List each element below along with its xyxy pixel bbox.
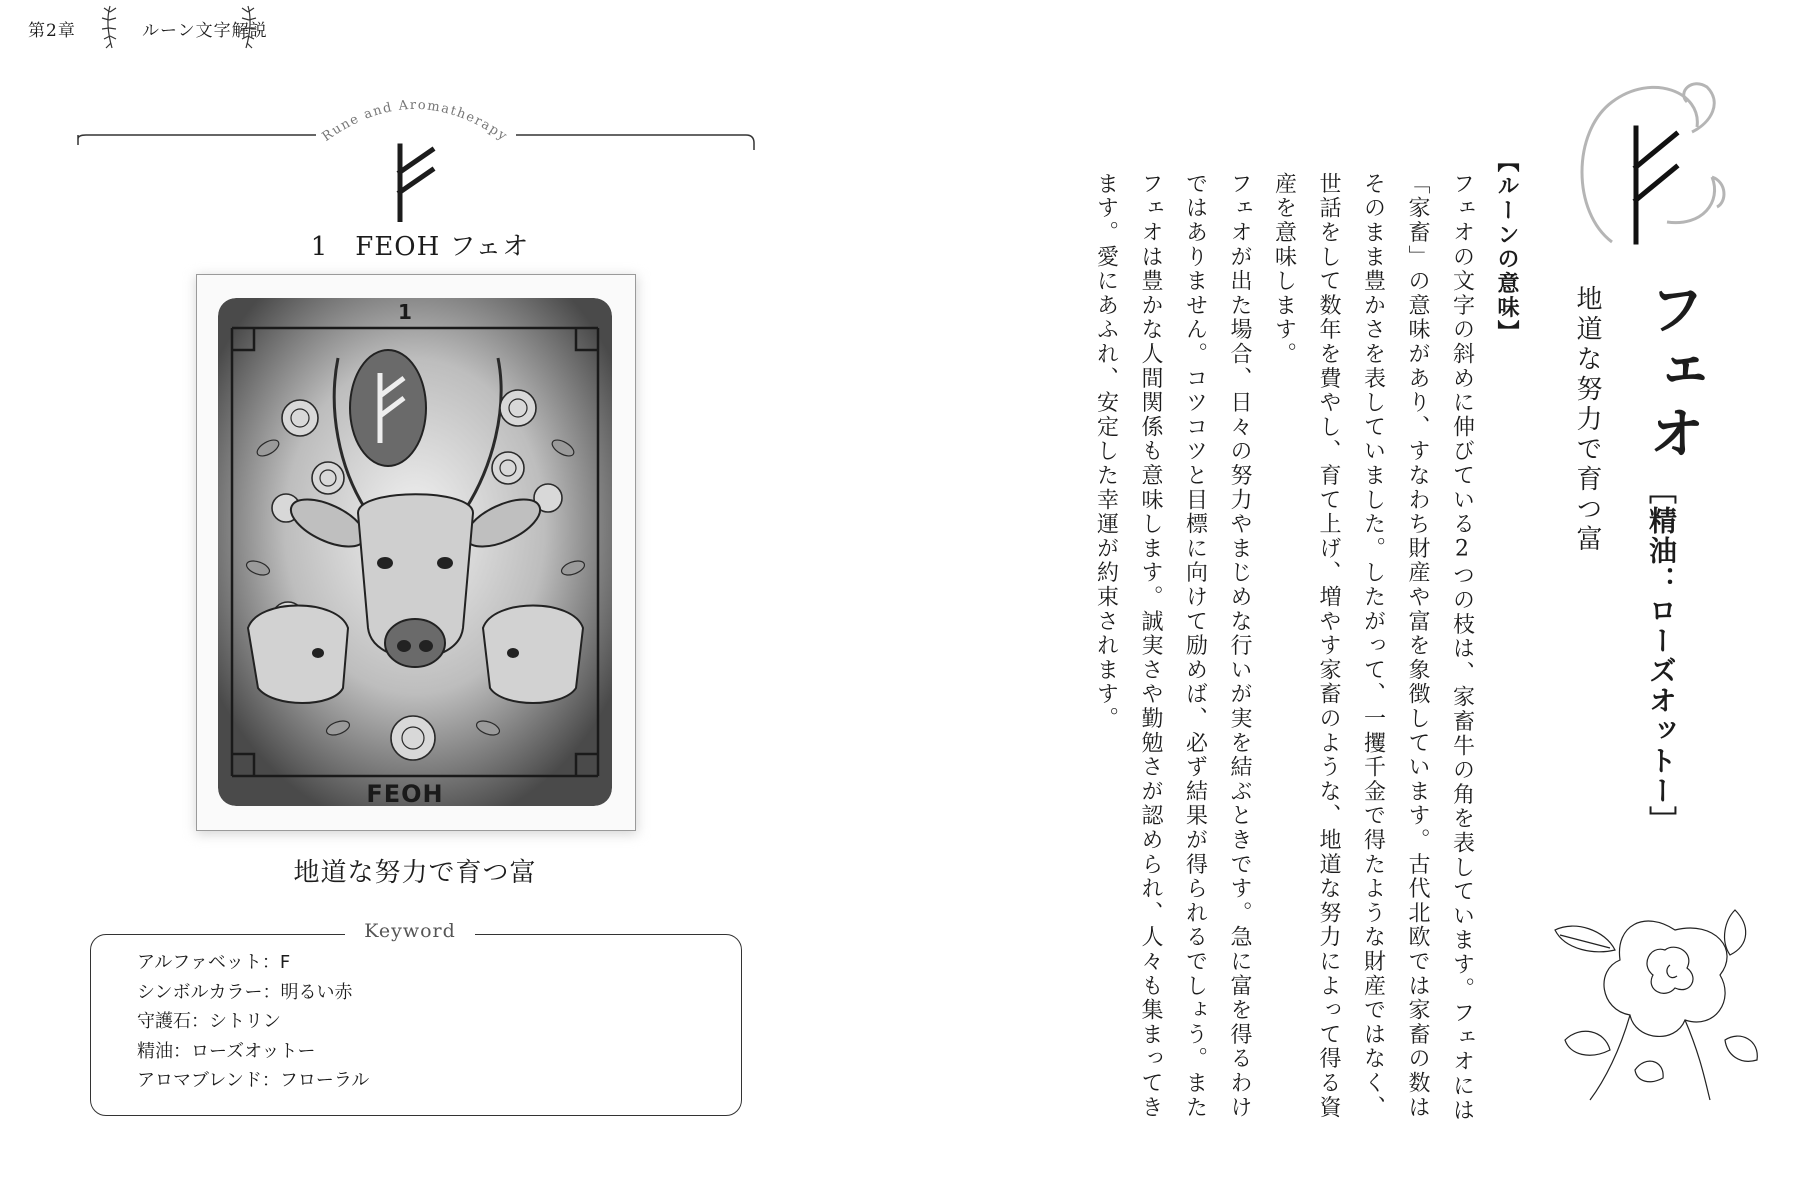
feoh-rune-ornament-icon [1572,72,1732,252]
keyword-alphabet: アルファベット：F [137,952,291,973]
card-caption: 地道な努力で育つ富 [293,858,537,888]
feoh-card-illustration [218,298,612,806]
meaning-paragraph-2: フェオが出た場合、日々の努力やまじめな行いが実を結ぶときです。急に富を得るわけではありません。コツコツと目標に向けて励めば、必ず結果が得られるでしょう。またフェオは豊かな人間関係も意味します。誠実さや勤勉さが認められ、人々も集まってきます。愛にあふれ、安定した幸運が約束されます。 [1093,172,1252,1120]
meaning-heading: 【ルーンの意味】 [1494,150,1519,345]
keyword-title: Keyword [345,920,475,942]
keyword-list [137,948,369,1096]
rune-name-heading: フェオ [1640,280,1705,466]
card-name: FEOH [366,780,444,808]
keyword-aroma-blend: アロマブレンド：フローラル [137,1070,370,1091]
rune-meaning-text [1083,150,1528,1135]
svg-text:Rune and Aromatherapy [320,98,511,145]
rose-illustration-icon [1535,890,1765,1105]
chapter-label: 第2章 [28,21,76,41]
keyword-guardian-stone: 守護石：シトリン [137,1011,281,1032]
brand-arc-text: Rune and Aromatherapy [319,97,511,145]
essential-oil-label: ［精油：ローズオットー］ [1645,476,1678,836]
keyword-symbol-color: シンボルカラー：明るい赤 [137,981,353,1003]
section-title: ルーン文字解説 [142,21,268,41]
feoh-rune-icon [380,142,450,222]
card-number: 1 [398,300,412,324]
rune-title: 1 FEOH フェオ [310,232,530,262]
rune-subtitle: 地道な努力で育つ富 [1572,285,1602,555]
meaning-paragraph-1: フェオの文字の斜めに伸びている2つの枝は、家畜牛の角を表しています。フェオには「家畜」の意味があり、すなわち財産や富を象徴しています。古代北欧では家畜の数はそのまま豊かさを表していました。したがって、一攫千金で得たような財産ではなく、世話をして数年を費やし、育て上げ、増やす家畜のような、地道な努力によって得る資産を意味します。 [1271,172,1475,1123]
keyword-essential-oil: 精油：ローズオットー [137,1040,316,1062]
